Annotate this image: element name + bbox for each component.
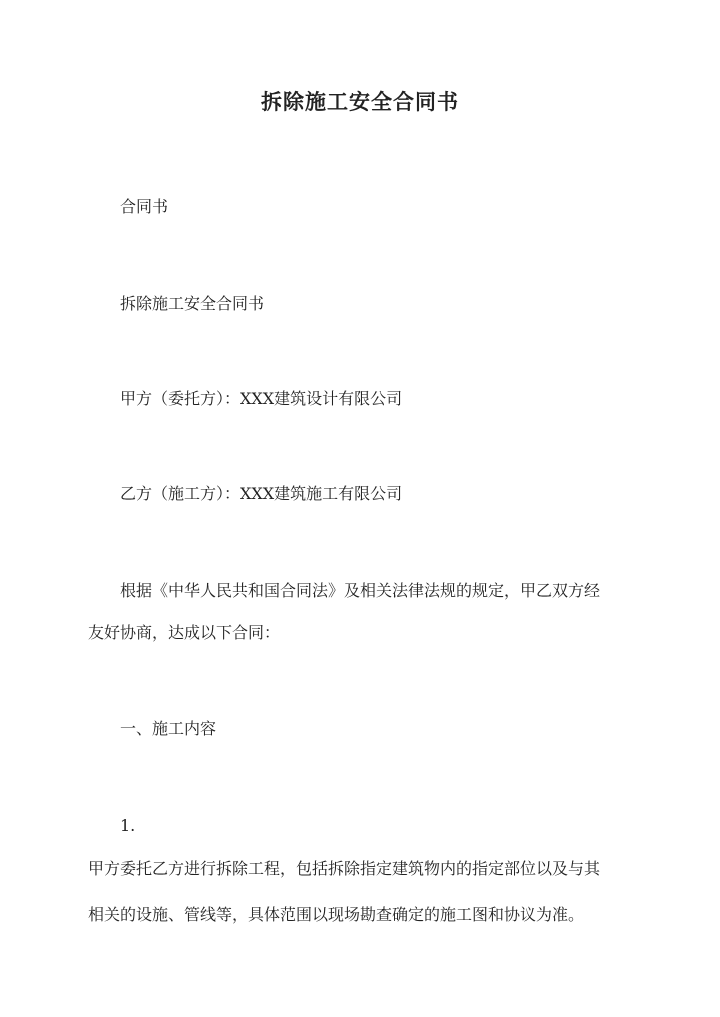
- intro-paragraph-line-2: 友好协商，达成以下合同：: [88, 623, 281, 642]
- party-a-line: 甲方（委托方）：XXX建筑设计有限公司: [120, 389, 403, 408]
- party-b-line: 乙方（施工方）：XXX建筑施工有限公司: [120, 484, 403, 503]
- heading-full-title: 拆除施工安全合同书: [120, 294, 265, 313]
- item-1-number: 1.: [120, 816, 136, 835]
- document-title: 拆除施工安全合同书: [261, 89, 459, 114]
- section-1-title: 一、施工内容: [120, 719, 217, 738]
- heading-contract: 合同书: [120, 197, 169, 216]
- item-1-text-line-1: 甲方委托乙方进行拆除工程，包括拆除指定建筑物内的指定部位以及与其: [88, 859, 601, 878]
- intro-paragraph-line-1: 根据《中华人民共和国合同法》及相关法律法规的规定，甲乙双方经: [120, 581, 601, 600]
- item-1-text-line-2: 相关的设施、管线等，具体范围以现场勘查确定的施工图和协议为准。: [88, 905, 585, 924]
